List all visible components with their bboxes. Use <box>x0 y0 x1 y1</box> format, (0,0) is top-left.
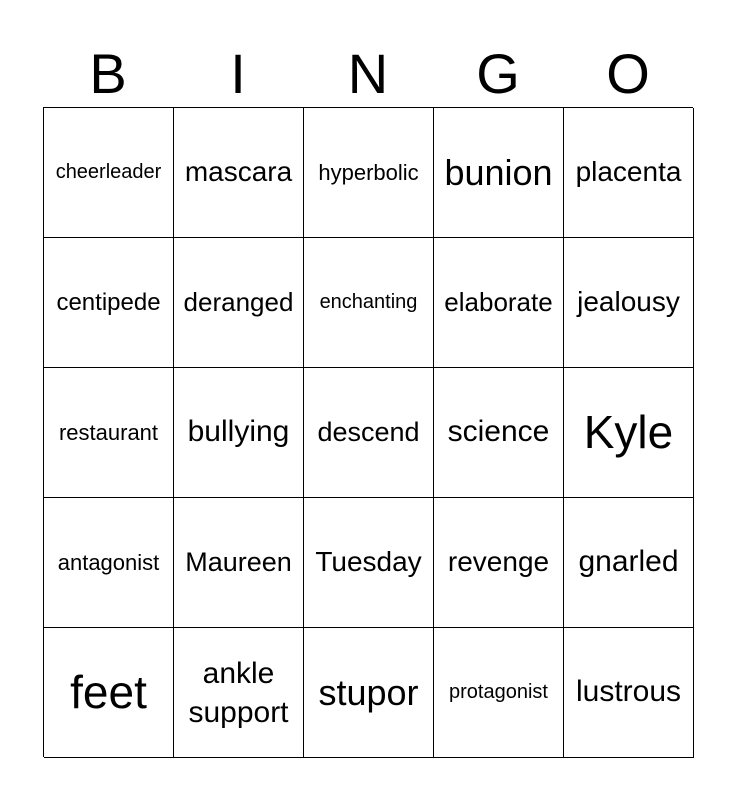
header-letter-i: I <box>230 42 246 105</box>
bingo-cell: lustrous <box>564 628 694 758</box>
bingo-cell: mascara <box>174 108 304 238</box>
bingo-cell: bunion <box>434 108 564 238</box>
bingo-cell: elaborate <box>434 238 564 368</box>
bingo-cell: centipede <box>44 238 174 368</box>
bingo-cell: placenta <box>564 108 694 238</box>
bingo-cell: cheerleader <box>44 108 174 238</box>
bingo-cell: feet <box>44 628 174 758</box>
bingo-cell: antagonist <box>44 498 174 628</box>
bingo-cell: enchanting <box>304 238 434 368</box>
bingo-cell: protagonist <box>434 628 564 758</box>
bingo-cell: hyperbolic <box>304 108 434 238</box>
header-letter-n: N <box>347 42 389 105</box>
bingo-cell: ankle support <box>174 628 304 758</box>
bingo-cell: bullying <box>174 368 304 498</box>
bingo-grid <box>43 107 693 757</box>
bingo-cell: Tuesday <box>304 498 434 628</box>
header-letter-g: G <box>476 42 520 105</box>
header-letter-o: O <box>606 42 650 105</box>
bingo-cell: restaurant <box>44 368 174 498</box>
bingo-cell: deranged <box>174 238 304 368</box>
bingo-header <box>43 40 693 108</box>
bingo-cell: Kyle <box>564 368 694 498</box>
bingo-cell: gnarled <box>564 498 694 628</box>
bingo-cell: stupor <box>304 628 434 758</box>
bingo-cell: revenge <box>434 498 564 628</box>
bingo-cell: descend <box>304 368 434 498</box>
bingo-cell: Maureen <box>174 498 304 628</box>
header-letter-b: B <box>89 42 127 105</box>
bingo-cell: jealousy <box>564 238 694 368</box>
bingo-cell: science <box>434 368 564 498</box>
